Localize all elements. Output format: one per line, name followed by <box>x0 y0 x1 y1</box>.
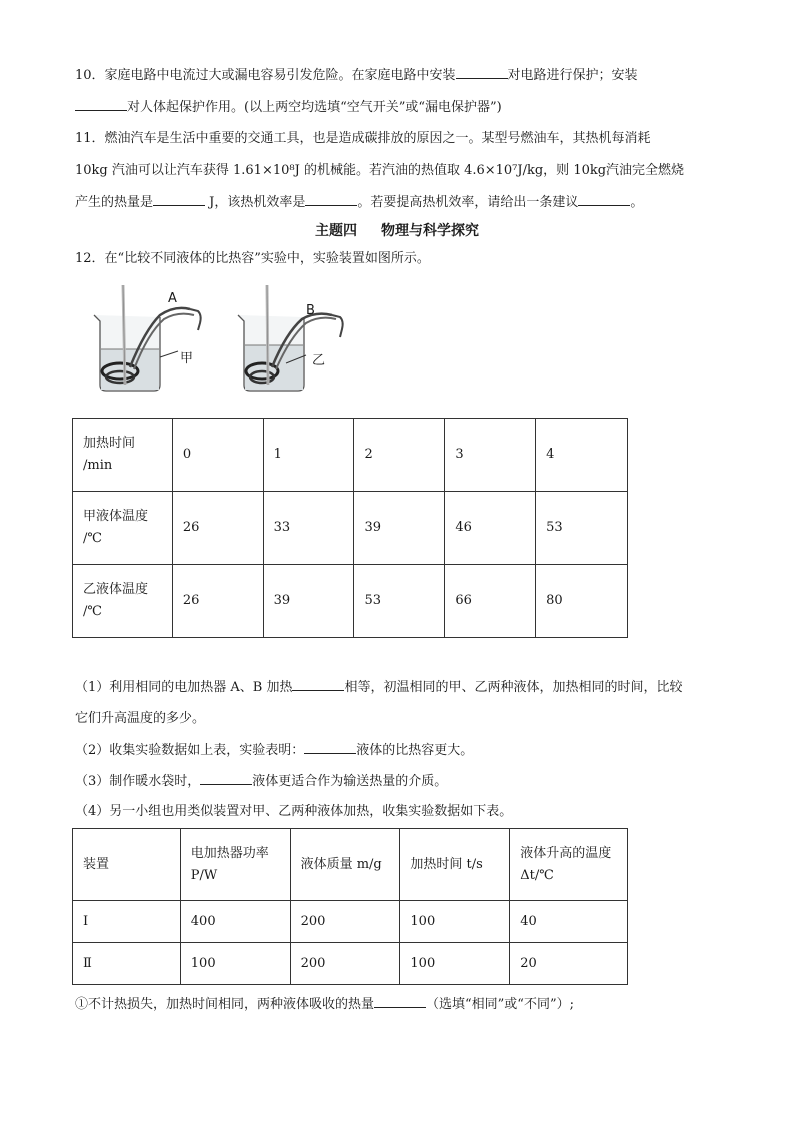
table-cell: 0 <box>172 419 263 492</box>
q12-p1-blank[interactable] <box>292 678 344 691</box>
table-cell: 46 <box>445 492 536 565</box>
q10-text-1: 10．家庭电路中电流过大或漏电容易引发危险。在家庭电路中安装 <box>75 68 456 83</box>
q12-sub1-text-a: ①不计热损失，加热时间相同，两种液体吸收的热量 <box>75 997 375 1012</box>
table-cell: 100 <box>180 943 290 985</box>
q12-sub1 <box>75 995 574 1014</box>
table-cell: 39 <box>354 492 445 565</box>
q10-blank-1[interactable] <box>456 66 508 79</box>
table-cell: 80 <box>536 565 628 638</box>
table-cell: 33 <box>263 492 354 565</box>
table-cell: Ⅰ <box>73 901 181 943</box>
q11-text-d: 。 <box>630 195 644 210</box>
table-cell: 20 <box>510 943 628 985</box>
table-row-header: 甲液体温度 /℃ <box>73 492 173 565</box>
section-title <box>0 220 794 240</box>
table-cell: 2 <box>354 419 445 492</box>
table-header-cell: 装置 <box>73 829 181 901</box>
data-table-1 <box>72 418 628 638</box>
table-row <box>73 565 628 638</box>
beaker-figure <box>90 285 370 400</box>
table-cell: 53 <box>536 492 628 565</box>
table-header-row <box>73 829 628 901</box>
q11-line-1: 11．燃油汽车是生活中重要的交通工具，也是造成碳排放的原因之一。某型号燃油车，其热机每消耗 <box>75 131 651 146</box>
table-row <box>73 943 628 985</box>
table-row-header: 加热时间 /min <box>73 419 173 492</box>
table-header-cell: 电加热器功率 P/W <box>180 829 290 901</box>
section-title-left: 主题四 <box>315 223 357 239</box>
table-cell: 100 <box>400 901 510 943</box>
table-row <box>73 901 628 943</box>
q10-blank-2[interactable] <box>75 98 127 111</box>
data-table-2 <box>72 828 628 985</box>
table-cell: 100 <box>400 943 510 985</box>
q12-p3 <box>75 772 447 791</box>
table-header-cell: 加热时间 t/s <box>400 829 510 901</box>
q12-p3-blank[interactable] <box>200 772 252 785</box>
table-cell: 3 <box>445 419 536 492</box>
q11-blank-efficiency[interactable] <box>305 193 357 206</box>
table-cell: 66 <box>445 565 536 638</box>
q11-line-3 <box>75 193 643 212</box>
q10-line-2 <box>75 98 502 117</box>
q12-sub1-text-b: （选填“相同”或“不同”）; <box>426 997 574 1012</box>
q11-text-a: 产生的热量是 <box>75 195 154 210</box>
q12-p2 <box>75 741 473 760</box>
q11-text-b: J，该热机效率是 <box>209 195 306 210</box>
table-cell: 200 <box>290 901 400 943</box>
q12-p3-text-a: （3）制作暖水袋时， <box>75 774 201 789</box>
q12-sub1-blank[interactable] <box>374 995 426 1008</box>
beaker-illustration <box>90 285 370 400</box>
q11-blank-heat[interactable] <box>153 193 205 206</box>
q12-p3-text-b: 液体更适合作为输送热量的介质。 <box>252 774 448 789</box>
label-b: B <box>306 303 315 318</box>
q11-line-2: 10kg 汽油可以让汽车获得 1.61×10⁸J 的机械能。若汽油的热值取 4.6×10⁷J/kg，则 10kg汽油完全燃烧 <box>75 163 685 178</box>
table-cell: 26 <box>172 492 263 565</box>
table-cell: Ⅱ <box>73 943 181 985</box>
q12-p2-text-a: （2）收集实验数据如上表，实验表明： <box>75 743 305 758</box>
table-cell: 4 <box>536 419 628 492</box>
table-header-cell: 液体升高的温度 Δt/℃ <box>510 829 628 901</box>
q12-p2-blank[interactable] <box>304 741 356 754</box>
beaker-a <box>94 285 201 391</box>
table-row <box>73 419 628 492</box>
q12-p4: （4）另一小组也用类似装置对甲、乙两种液体加热，收集实验数据如下表。 <box>75 804 513 819</box>
q12-p1-text-a: （1）利用相同的电加热器 A、B 加热 <box>75 680 293 695</box>
q12-p2-text-b: 液体的比热容更大。 <box>356 743 474 758</box>
beaker-b <box>238 285 343 391</box>
q10-text-3: 对人体起保护作用。(以上两空均选填“空气开关”或“漏电保护器”) <box>127 100 502 115</box>
section-title-right: 物理与科学探究 <box>381 223 479 239</box>
label-jia: 甲 <box>180 351 194 366</box>
q11-text-c: 。若要提高热机效率，请给出一条建议 <box>357 195 579 210</box>
q10-text-2: 对电路进行保护；安装 <box>507 68 638 83</box>
table-cell: 400 <box>180 901 290 943</box>
table-row-header: 乙液体温度 /℃ <box>73 565 173 638</box>
table-cell: 40 <box>510 901 628 943</box>
table-cell: 1 <box>263 419 354 492</box>
table-cell: 26 <box>172 565 263 638</box>
table-cell: 200 <box>290 943 400 985</box>
q12-p1-line-1 <box>75 678 683 697</box>
q12-intro: 12．在“比较不同液体的比热容”实验中，实验装置如图所示。 <box>75 251 430 266</box>
table-cell: 39 <box>263 565 354 638</box>
q12-p1-line-2: 它们升高温度的多少。 <box>75 711 206 726</box>
label-a: A <box>168 291 177 306</box>
q12-p1-text-b: 相等，初温相同的甲、乙两种液体，加热相同的时间，比较 <box>344 680 683 695</box>
table-row <box>73 492 628 565</box>
q10-line-1 <box>75 66 638 85</box>
q11-blank-suggestion[interactable] <box>578 193 630 206</box>
label-yi: 乙 <box>312 353 326 368</box>
table-cell: 53 <box>354 565 445 638</box>
table-header-cell: 液体质量 m/g <box>290 829 400 901</box>
